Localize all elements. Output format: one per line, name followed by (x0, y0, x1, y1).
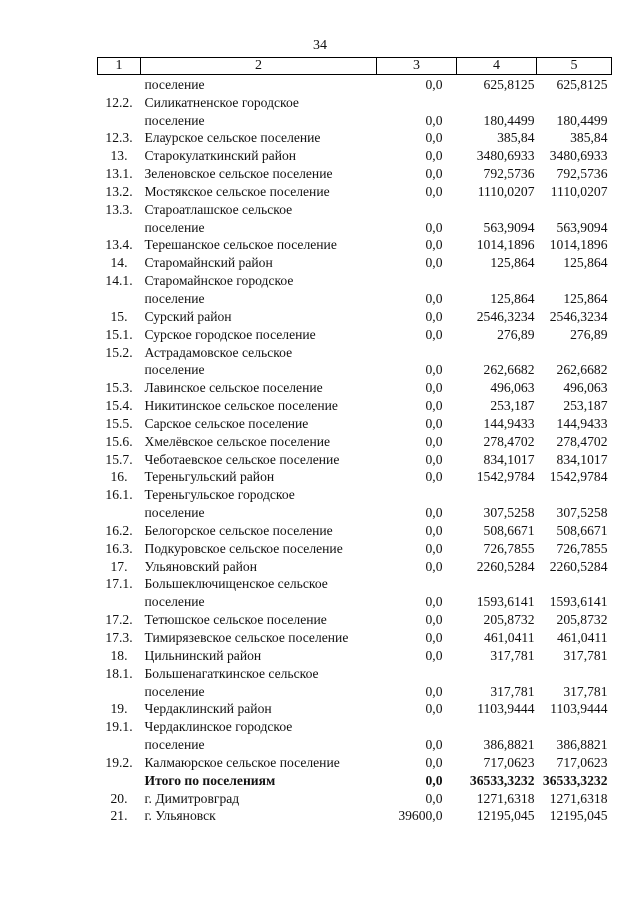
row-number (98, 771, 141, 789)
row-col-5: 563,9094 (556, 219, 608, 235)
row-col-3 (377, 271, 457, 289)
row-col-5 (537, 664, 612, 682)
header-col-1: 1 (98, 58, 141, 75)
row-name: поселение (144, 737, 205, 753)
row-number (98, 592, 141, 610)
row-col-5: 125,864 (563, 255, 608, 271)
row-col-3: 0,0 (425, 237, 443, 253)
row-col-4: 307,5258 (483, 505, 535, 521)
row-col-4: 1593,6141 (476, 594, 535, 610)
row-name: Старомайнское городское (144, 273, 294, 289)
row-number: 13. (110, 148, 128, 164)
row-number: 12.2. (105, 94, 133, 110)
table-row (98, 610, 612, 628)
table-row (98, 361, 612, 379)
row-col-3 (377, 575, 457, 593)
row-name: Итого по поселениям (144, 772, 276, 788)
row-name: Тереньгульское городское (144, 487, 295, 503)
row-name: Калмаюрское сельское поселение (144, 754, 340, 770)
table-row (98, 343, 612, 361)
row-number: 17.2. (105, 612, 133, 628)
row-col-3: 0,0 (425, 505, 443, 521)
row-name: Чердаклинский район (144, 701, 272, 717)
row-name: Лавинское сельское поселение (144, 380, 323, 396)
row-name: Большеключищенское сельское (144, 576, 328, 592)
row-col-3 (377, 717, 457, 735)
row-col-4: 834,1017 (483, 451, 535, 467)
header-col-4: 4 (457, 58, 537, 75)
row-col-3: 0,0 (425, 701, 443, 717)
row-number: 17. (110, 558, 128, 574)
row-name: поселение (144, 505, 205, 521)
row-col-3: 0,0 (425, 308, 443, 324)
row-col-3: 0,0 (425, 166, 443, 182)
row-col-4: 461,0411 (484, 630, 535, 645)
table-row (98, 807, 612, 825)
table-row (98, 200, 612, 218)
row-col-4: 1103,9444 (477, 701, 535, 717)
row-col-5: 278,4702 (556, 433, 608, 449)
row-col-5: 125,864 (563, 290, 608, 306)
row-number: 15. (110, 308, 128, 324)
row-col-3: 0,0 (425, 380, 443, 396)
row-col-3 (377, 485, 457, 503)
row-number: 20. (110, 790, 128, 806)
row-name: поселение (144, 290, 205, 306)
row-name: Большенагаткинское сельское (144, 665, 319, 681)
row-col-3: 0,0 (425, 76, 443, 92)
table-row (98, 111, 612, 129)
row-col-5: 1110,0207 (550, 183, 608, 199)
row-number: 15.4. (105, 398, 133, 414)
row-col-5: 1014,1896 (549, 237, 608, 253)
row-col-4: 508,6671 (483, 522, 535, 538)
row-name: Чердаклинское городское (144, 719, 293, 735)
row-col-3 (377, 200, 457, 218)
row-name: Старомайнский район (144, 255, 273, 271)
row-col-4: 563,9094 (483, 219, 535, 235)
row-number (98, 218, 141, 236)
row-name: Мостякское сельское поселение (144, 183, 330, 199)
row-col-3: 0,0 (425, 540, 443, 556)
row-col-4: 386,8821 (483, 737, 535, 753)
row-col-5: 36533,3232 (542, 772, 608, 788)
row-name: Астрадамовское сельское (144, 344, 293, 360)
row-number: 15.3. (105, 380, 133, 396)
row-col-5: 1542,9784 (549, 469, 608, 485)
table-row (98, 325, 612, 343)
row-col-3: 0,0 (425, 594, 443, 610)
table-row (98, 468, 612, 486)
row-col-3: 0,0 (425, 415, 443, 431)
row-col-3: 0,0 (425, 630, 443, 645)
table-row (98, 771, 612, 789)
row-col-5: 307,5258 (556, 505, 608, 521)
table-header (98, 58, 612, 75)
table-row (98, 146, 612, 164)
row-number: 16.3. (105, 540, 133, 556)
row-number: 13.3. (105, 201, 133, 217)
row-name: Ульяновский район (144, 558, 257, 574)
row-col-4 (457, 93, 537, 111)
row-col-4: 276,89 (497, 326, 535, 342)
row-number: 15.6. (105, 433, 133, 449)
row-number (98, 735, 141, 753)
row-col-3: 0,0 (425, 255, 443, 271)
row-col-5 (537, 575, 612, 593)
row-col-5: 205,8732 (556, 612, 608, 628)
row-col-5: 461,0411 (557, 630, 608, 645)
row-name: Терешанское сельское поселение (144, 237, 337, 253)
table-row (98, 432, 612, 450)
row-col-4: 317,781 (490, 683, 535, 699)
row-col-5: 496,063 (563, 380, 608, 396)
row-col-5 (537, 93, 612, 111)
row-col-4: 1542,9784 (476, 469, 535, 485)
row-number: 14. (110, 255, 128, 271)
row-number: 17.3. (105, 630, 133, 645)
table-row (98, 93, 612, 111)
row-col-3: 0,0 (425, 790, 443, 806)
row-number (98, 503, 141, 521)
row-col-4: 125,864 (490, 255, 535, 271)
row-col-4: 262,6682 (483, 362, 535, 378)
row-col-5 (537, 343, 612, 361)
table-row (98, 414, 612, 432)
row-col-3 (377, 93, 457, 111)
row-col-3: 0,0 (425, 326, 443, 342)
row-col-5: 2260,5284 (549, 558, 608, 574)
row-number (98, 111, 141, 129)
table-row (98, 789, 612, 807)
row-col-4 (457, 343, 537, 361)
row-number: 15.2. (105, 344, 133, 360)
row-name: Сурский район (144, 308, 232, 324)
row-name: поселение (144, 594, 205, 610)
row-col-4: 717,0623 (483, 754, 535, 770)
table-row (98, 646, 612, 664)
row-col-4: 36533,3232 (469, 772, 535, 788)
row-col-4 (457, 271, 537, 289)
row-col-5: 625,8125 (556, 76, 608, 92)
row-number: 19.2. (105, 754, 133, 770)
row-col-5 (537, 271, 612, 289)
row-col-4: 12195,045 (476, 808, 535, 824)
row-name: Хмелёвское сельское поселение (144, 433, 331, 449)
row-number: 14.1. (105, 273, 133, 289)
table-row (98, 717, 612, 735)
row-number: 13.4. (105, 237, 133, 253)
table-row (98, 75, 612, 93)
table-row (98, 575, 612, 593)
table-row (98, 664, 612, 682)
row-col-4: 1014,1896 (476, 237, 535, 253)
row-name: Чеботаевское сельское поселение (144, 451, 340, 467)
row-col-5 (537, 485, 612, 503)
row-col-5: 1103,9444 (550, 701, 608, 717)
table-row (98, 521, 612, 539)
row-number: 15.5. (105, 415, 133, 431)
row-col-3: 0,0 (425, 772, 443, 788)
row-name: Белогорское сельское поселение (144, 522, 333, 538)
table-row (98, 271, 612, 289)
table-row (98, 557, 612, 575)
row-col-4 (457, 717, 537, 735)
row-col-4: 2260,5284 (476, 558, 535, 574)
row-col-3: 0,0 (425, 683, 443, 699)
row-col-3: 0,0 (425, 130, 443, 146)
row-number: 15.1. (105, 326, 133, 342)
row-col-3: 0,0 (425, 754, 443, 770)
row-name: поселение (144, 76, 205, 92)
row-col-4: 205,8732 (483, 612, 535, 628)
table-row (98, 753, 612, 771)
table-row (98, 539, 612, 557)
row-col-5: 317,781 (563, 683, 608, 699)
row-col-5: 317,781 (563, 647, 608, 663)
row-col-3: 0,0 (425, 737, 443, 753)
row-col-4 (457, 485, 537, 503)
row-col-5: 276,89 (570, 326, 608, 342)
row-col-3: 0,0 (425, 612, 443, 628)
row-number (98, 289, 141, 307)
row-col-3: 0,0 (425, 433, 443, 449)
table-row (98, 735, 612, 753)
row-col-3: 0,0 (425, 522, 443, 538)
row-col-4: 1271,6318 (476, 790, 535, 806)
row-number (98, 682, 141, 700)
row-col-5: 253,187 (563, 398, 608, 414)
row-name: Тереньгульский район (144, 469, 275, 485)
table-row (98, 592, 612, 610)
table-row (98, 485, 612, 503)
row-name: г. Ульяновск (144, 808, 216, 824)
row-col-3: 0,0 (425, 469, 443, 485)
row-col-4: 144,9433 (483, 415, 535, 431)
row-col-3: 0,0 (425, 362, 443, 378)
row-name: г. Димитровград (144, 790, 240, 806)
row-col-5: 1271,6318 (549, 790, 608, 806)
row-col-4: 625,8125 (483, 76, 535, 92)
row-name: поселение (144, 219, 205, 235)
row-col-3: 0,0 (425, 219, 443, 235)
row-number: 19. (110, 701, 128, 717)
row-col-4: 125,864 (490, 290, 535, 306)
row-col-3 (377, 343, 457, 361)
row-name: Цильнинский район (144, 647, 262, 663)
row-col-4: 278,4702 (483, 433, 535, 449)
row-number: 21. (110, 808, 128, 824)
row-number: 18.1. (105, 665, 133, 681)
row-number: 18. (110, 647, 128, 663)
row-col-4 (457, 664, 537, 682)
row-name: Подкуровское сельское поселение (144, 540, 343, 556)
row-col-4: 253,187 (490, 398, 535, 414)
row-col-4: 385,84 (497, 130, 535, 146)
row-name: Тимирязевское сельское поселение (144, 630, 349, 645)
row-name: Силикатненское городское (144, 94, 299, 110)
row-name: Сурское городское поселение (144, 326, 316, 342)
row-col-5: 180,4499 (556, 112, 608, 128)
header-col-3: 3 (377, 58, 457, 75)
row-number: 15.7. (105, 451, 133, 467)
row-col-5 (537, 717, 612, 735)
row-name: Никитинское сельское поселение (144, 398, 338, 414)
row-name: Старокулаткинский район (144, 148, 297, 164)
row-col-5: 12195,045 (549, 808, 608, 824)
row-col-5: 386,8821 (556, 737, 608, 753)
row-col-5 (537, 200, 612, 218)
row-col-5: 2546,3234 (549, 308, 608, 324)
row-col-4: 726,7855 (483, 540, 535, 556)
row-col-3: 0,0 (425, 558, 443, 574)
row-col-5: 144,9433 (556, 415, 608, 431)
row-name: поселение (144, 362, 205, 378)
row-col-5: 834,1017 (556, 451, 608, 467)
row-col-4: 792,5736 (483, 166, 535, 182)
budget-table (97, 57, 612, 824)
row-col-5: 508,6671 (556, 522, 608, 538)
row-col-5: 385,84 (570, 130, 608, 146)
row-name: Елаурское сельское поселение (144, 130, 321, 146)
row-col-4: 496,063 (490, 380, 535, 396)
row-name: Сарское сельское поселение (144, 415, 309, 431)
table-row (98, 450, 612, 468)
table-row (98, 628, 612, 646)
page-number: 34 (313, 38, 327, 53)
row-col-4: 2546,3234 (476, 308, 535, 324)
row-number: 16.1. (105, 487, 133, 503)
row-col-5: 262,6682 (556, 362, 608, 378)
row-col-3: 0,0 (425, 451, 443, 467)
row-col-4: 3480,6933 (476, 148, 535, 164)
row-number: 12.3. (105, 130, 133, 146)
row-col-4: 1110,0207 (477, 183, 535, 199)
table-row (98, 396, 612, 414)
table-row (98, 253, 612, 271)
row-number: 13.2. (105, 183, 133, 199)
row-number: 16.2. (105, 522, 133, 538)
row-col-3: 0,0 (425, 112, 443, 128)
header-col-2: 2 (141, 58, 377, 75)
row-number: 13.1. (105, 166, 133, 182)
row-col-4: 317,781 (490, 647, 535, 663)
table-row (98, 307, 612, 325)
header-col-5: 5 (537, 58, 612, 75)
row-col-5: 3480,6933 (549, 148, 608, 164)
table-row (98, 682, 612, 700)
row-col-5: 717,0623 (556, 754, 608, 770)
row-col-3: 0,0 (425, 148, 443, 164)
row-col-4 (457, 575, 537, 593)
row-name: Староатлашское сельское (144, 201, 293, 217)
row-name: поселение (144, 683, 205, 699)
row-name: Тетюшское сельское поселение (144, 612, 327, 628)
row-number: 19.1. (105, 719, 133, 735)
row-name: Зеленовское сельское поселение (144, 166, 333, 182)
row-number (98, 75, 141, 93)
row-col-3: 0,0 (425, 398, 443, 414)
row-number: 17.1. (105, 576, 133, 592)
row-name: поселение (144, 112, 205, 128)
row-number (98, 361, 141, 379)
table-row (98, 289, 612, 307)
table-row (98, 378, 612, 396)
table-row (98, 503, 612, 521)
row-col-5: 792,5736 (556, 166, 608, 182)
table-body (98, 75, 612, 825)
table-row (98, 129, 612, 147)
row-col-4 (457, 200, 537, 218)
table-row (98, 164, 612, 182)
row-col-3: 0,0 (425, 290, 443, 306)
table-row (98, 182, 612, 200)
table-row (98, 218, 612, 236)
row-col-3: 39600,0 (398, 808, 443, 824)
row-col-5: 726,7855 (556, 540, 608, 556)
table-row (98, 700, 612, 718)
row-col-3: 0,0 (425, 183, 443, 199)
row-col-5: 1593,6141 (549, 594, 608, 610)
table-row (98, 236, 612, 254)
row-col-4: 180,4499 (483, 112, 535, 128)
row-number: 16. (110, 469, 128, 485)
row-col-3: 0,0 (425, 647, 443, 663)
row-col-3 (377, 664, 457, 682)
